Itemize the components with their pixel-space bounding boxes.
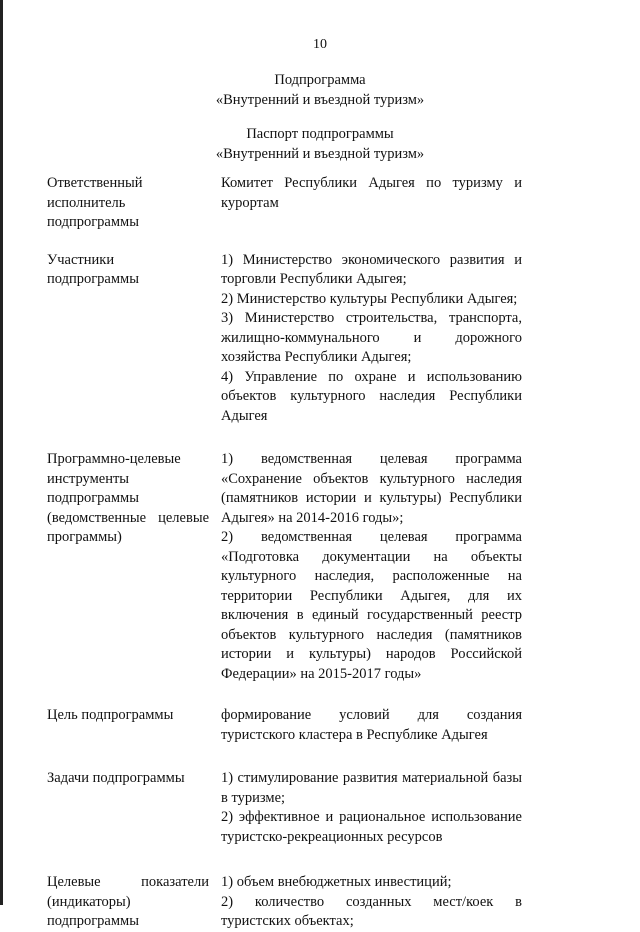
passport-row-instruments [47,450,522,684]
value-item: формирование условий для создания туристского кластера в Республике Адыгея [221,707,522,743]
row-value [221,706,522,745]
value-item: 1) объем внебюджетных инвестиций; [221,874,452,890]
value-item: 4) Управление по охране и использованию объектов культурного наследия Республики Адыгея [221,368,522,424]
value-item: 1) ведомственная целевая программа «Сохранение объектов культурного наследия (памятников истории и культуры) Республики Адыгея» на 2014-2016 годы»; [221,451,522,526]
passport-row-tasks [47,769,522,847]
value-item: Комитет Республики Адыгея по туризму и курортам [221,175,522,211]
value-item: 2) эффективное и рациональное использование туристско-рекреационных ресурсов [221,809,522,845]
row-value [221,174,522,233]
row-label: Программно-целевые инструменты подпрограммы (ведомственные целевые программы) [47,451,209,545]
row-label: Цель подпрограммы [47,707,174,723]
passport-title [0,124,640,164]
row-value [221,450,522,684]
row-label: Ответственный исполнитель подпрограммы [47,175,143,230]
page-number: 10 [313,37,327,52]
passport-title-line2: «Внутренний и въездной туризм» [215,146,425,162]
passport-row-responsible [47,174,522,233]
passport-row-goal [47,706,522,745]
row-value [221,769,522,847]
value-item: 3) Министерство строительства, транспорта, жилищно-коммунального и дорожного хозяйства Республики Адыгея; [221,310,522,365]
passport-row-participants [47,251,522,427]
passport-title-line1: Паспорт подпрограммы [246,126,394,142]
subprogram-title-line2: «Внутренний и въездной туризм» [215,92,425,108]
value-item: 2) количество созданных мест/коек в туристских объектах; [221,893,522,929]
value-item: 1) стимулирование развития материальной базы в туризме; [221,770,522,806]
subprogram-title-line1: Подпрограмма [274,72,366,88]
value-item: 2) Министерство культуры Республики Адыгея; [221,290,518,307]
row-value [221,251,522,427]
passport-row-indicators [47,873,522,932]
value-item: 1) Министерство экономического развития и торговли Республики Адыгея; [221,251,522,287]
row-label: Участники подпрограммы [47,251,139,287]
subprogram-title [0,70,640,110]
row-value [221,873,522,932]
passport-table [47,174,522,932]
row-label: Целевые показатели (индикаторы) подпрограммы [47,874,209,929]
row-label: Задачи подпрограммы [47,770,185,786]
value-item: 2) ведомственная целевая программа «Подготовка документации на объекты культурного наследия, расположенные на территории Республики Адыгея, для их включения в единый государственный реестр объектов культурного наследия (памятников истории и культуры) народов Российской Федерации» на 2015-2017 годы» [221,529,522,682]
